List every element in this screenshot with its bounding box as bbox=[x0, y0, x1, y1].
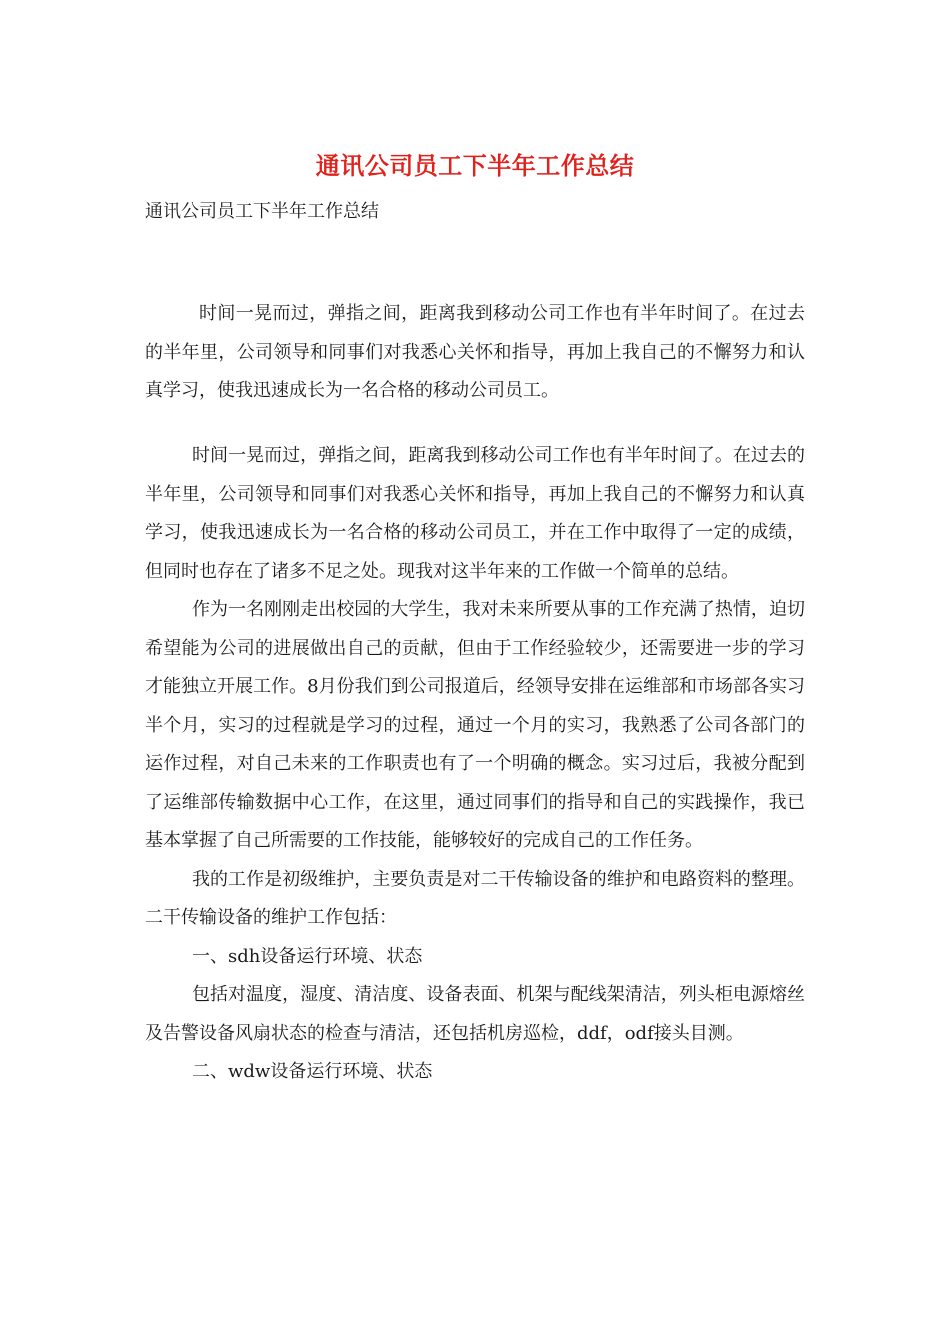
document-title: 通讯公司员工下半年工作总结 bbox=[315, 151, 635, 180]
paragraph: 时间一晃而过，弹指之间，距离我到移动公司工作也有半年时间了。在过去的半年里，公司领导和同事们对我悉心关怀和指导，再加上我自己的不懈努力和认真学习，使我迅速成长为一名合格的移动公司员工，并在工作中取得了一定的成绩，但同时也存在了诸多不足之处。现我对这半年来的工作做一个简单的总结。 bbox=[145, 445, 805, 582]
section-heading: 一、sdh设备运行环境、状态 bbox=[192, 945, 423, 967]
document-subtitle: 通讯公司员工下半年工作总结 bbox=[145, 201, 379, 222]
intro-paragraph: 时间一晃而过，弹指之间，距离我到移动公司工作也有半年时间了。在过去的半年里，公司领导和同事们对我悉心关怀和指导，再加上我自己的不懈努力和认真学习，使我迅速成长为一名合格的移动公司员工。 bbox=[145, 303, 805, 401]
paragraph: 包括对温度，湿度、清洁度、设备表面、机架与配线架清洁，列头柜电源熔丝及告警设备风扇状态的检查与清洁，还包括机房巡检，ddf，odf接头目测。 bbox=[145, 984, 805, 1044]
section-heading: 二、wdw设备运行环境、状态 bbox=[192, 1061, 433, 1082]
paragraph: 我的工作是初级维护，主要负责是对二干传输设备的维护和电路资料的整理。二干传输设备的维护工作包括： bbox=[145, 868, 805, 928]
document-body bbox=[145, 437, 805, 1092]
paragraph: 作为一名刚刚走出校园的大学生，我对未来所要从事的工作充满了热情，迫切希望能为公司的进展做出自己的贡献，但由于工作经验较少，还需要进一步的学习才能独立开展工作。8月份我们到公司报道后，经领导安排在运维部和市场部各实习半个月，实习的过程就是学习的过程，通过一个月的实习，我熟悉了公司各部门的运作过程，对自己未来的工作职责也有了一个明确的概念。实习过后，我被分配到了运维部传输数据中心工作，在这里，通过同事们的指导和自己的实践操作，我已基本掌握了自己所需要的工作技能，能够较好的完成自己的工作任务。 bbox=[145, 599, 805, 851]
